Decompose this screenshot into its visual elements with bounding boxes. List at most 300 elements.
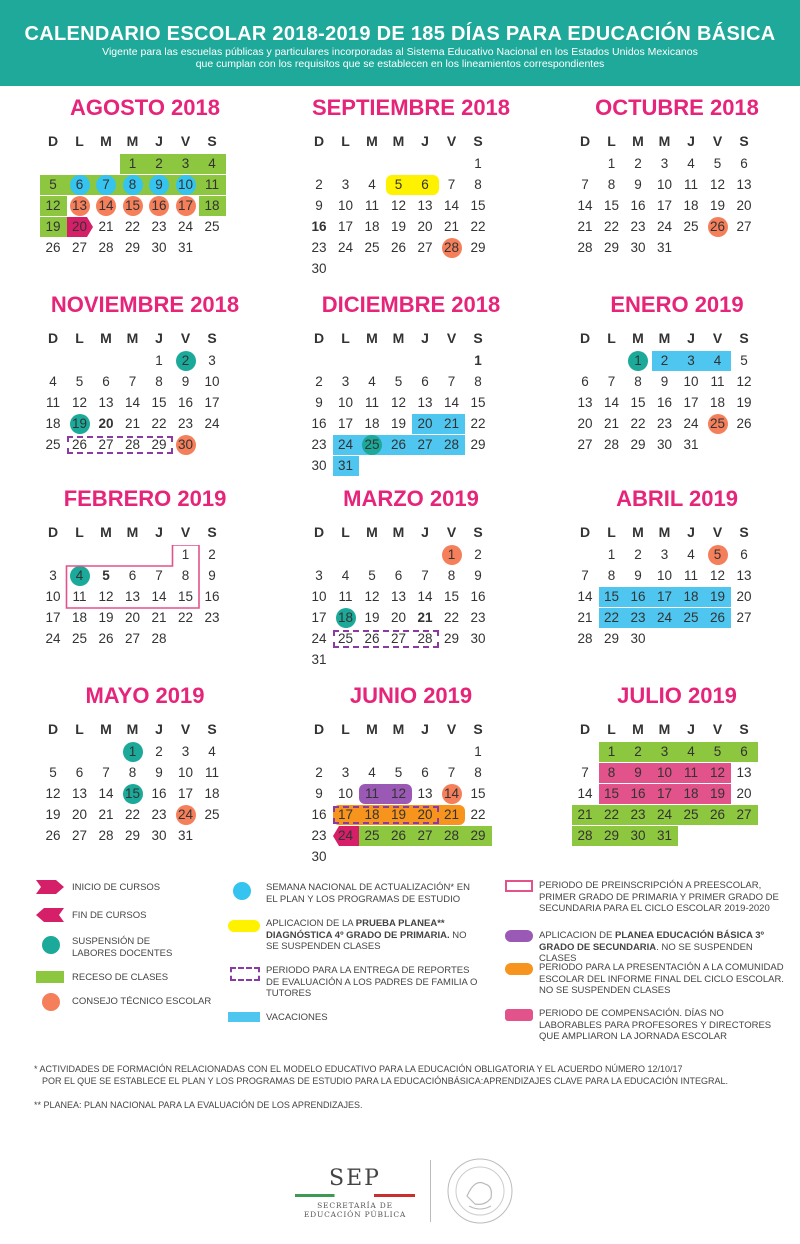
calendar-day: 23 [151, 219, 167, 234]
calendar-day: 10 [45, 589, 61, 604]
calendar-day: 6 [740, 156, 748, 171]
calendar-day: 1 [474, 353, 482, 368]
calendar-day: 30 [470, 631, 486, 646]
calendar-day: 4 [687, 156, 695, 171]
calendar-day: 29 [603, 828, 620, 843]
calendar-day: 28 [443, 828, 460, 843]
calendar-day: 14 [98, 786, 114, 801]
weekday-header: S [473, 524, 483, 540]
calendar-day: 7 [155, 568, 163, 583]
weekday-header: M [392, 133, 405, 149]
calendar-day: 8 [474, 374, 482, 389]
weekday-header: L [75, 330, 84, 346]
calendar-day: 15 [443, 589, 460, 604]
weekday-header: S [739, 524, 749, 540]
weekday-header: M [126, 133, 139, 149]
weekday-header: M [100, 330, 112, 346]
semana-circle-icon [233, 882, 251, 900]
calendar-day: 15 [470, 198, 486, 213]
month-title: DICIEMBRE 2018 [321, 292, 501, 317]
calendar-day: 27 [577, 437, 593, 452]
calendar-day: 26 [45, 828, 61, 843]
weekday-header: D [579, 133, 591, 149]
calendar-day: 17 [311, 610, 327, 625]
calendar-day: 31 [177, 828, 194, 843]
calendar-day: 31 [311, 652, 327, 667]
calendar-day: 31 [337, 458, 354, 473]
calendar-day: 9 [634, 177, 642, 192]
calendar-day: 30 [630, 631, 646, 646]
calendar-day: 11 [364, 198, 379, 213]
weekday-header: S [207, 133, 217, 149]
calendar-day: 19 [390, 219, 407, 234]
calendar-day: 21 [443, 416, 460, 431]
calendar-day: 12 [45, 786, 61, 801]
calendar-day: 6 [128, 568, 137, 583]
calendar-day: 18 [683, 589, 699, 604]
weekday-header: S [473, 721, 483, 737]
calendar-day: 28 [98, 828, 114, 843]
calendar-day: 20 [390, 610, 407, 625]
weekday-header: M [366, 721, 378, 737]
calendar-day: 23 [311, 240, 327, 255]
calendar-day: 6 [421, 374, 429, 389]
calendar-day: 8 [474, 765, 482, 780]
calendar-day: 3 [341, 765, 350, 780]
calendar-day: 22 [470, 219, 486, 234]
calendar-day: 21 [577, 219, 593, 234]
calendar-day: 1 [607, 156, 616, 171]
calendar-day: 6 [394, 568, 403, 583]
weekday-header: V [446, 524, 457, 540]
calendar-day: 22 [151, 416, 167, 431]
calendar-day: 11 [338, 589, 353, 604]
weekday-header: L [75, 133, 84, 149]
calendar-day: 3 [660, 547, 669, 562]
calendar-day: 24 [311, 631, 327, 646]
calendar-day: 11 [45, 395, 60, 410]
calendar-day: 13 [417, 786, 433, 801]
calendar-day: 4 [368, 177, 376, 192]
calendar-day: 26 [736, 416, 752, 431]
calendar-day: 19 [709, 198, 726, 213]
calendar-day: 13 [417, 198, 433, 213]
calendar-day: 30 [311, 849, 327, 864]
weekday-header: J [155, 133, 163, 149]
footnote-1a: * ACTIVIDADES DE FORMACIÓN RELACIONADAS CON EL MODELO EDUCATIVO PARA LA EDUCACIÓN OBLIGATORIA Y EL ACUERDO NÚMERO 12/10/17 [34, 1064, 683, 1074]
calendar-day: 16 [630, 198, 646, 213]
calendar-day: 17 [656, 198, 673, 213]
calendar-day: 21 [443, 807, 460, 822]
calendar-day: 26 [390, 240, 407, 255]
calendar-day: 27 [736, 219, 752, 234]
calendar-day: 6 [581, 374, 589, 389]
weekday-header: V [712, 524, 723, 540]
calendar-day: 15 [603, 786, 620, 801]
month-title: SEPTIEMBRE 2018 [311, 95, 511, 120]
sep-logo [290, 1166, 420, 1219]
weekday-header: M [632, 133, 644, 149]
calendar-day: 14 [443, 786, 460, 801]
calendar-day: 15 [151, 395, 167, 410]
presentacion-swatch-icon [505, 963, 533, 975]
calendar-day: 1 [474, 156, 482, 171]
calendar-day: 10 [177, 177, 194, 192]
calendar-day: 15 [630, 395, 646, 410]
calendar-day: 7 [447, 374, 456, 389]
vacaciones-swatch-icon [228, 1012, 260, 1022]
calendar-day: 20 [577, 416, 593, 431]
legend-inicio: INICIO DE CURSOS [72, 882, 161, 893]
month-0 [40, 96, 250, 286]
calendar-day: 7 [607, 374, 616, 389]
calendar-day: 8 [128, 177, 137, 192]
calendar-day: 17 [656, 786, 673, 801]
month-title: AGOSTO 2018 [70, 95, 220, 120]
calendar-day: 24 [656, 219, 673, 234]
calendar-day: 5 [713, 744, 722, 759]
weekday-header: M [658, 524, 671, 540]
calendar-day: 13 [736, 765, 752, 780]
calendar-day: 1 [155, 353, 163, 368]
calendar-day: 16 [311, 219, 327, 234]
month-5 [572, 293, 782, 483]
calendar-day: 22 [443, 610, 460, 625]
calendar-day: 30 [151, 240, 167, 255]
weekday-header: J [687, 721, 695, 737]
calendar-day: 14 [577, 589, 593, 604]
weekday-header: M [392, 524, 405, 540]
calendar-day: 5 [394, 177, 403, 192]
calendar-day: 26 [71, 437, 88, 452]
calendar-day: 15 [470, 395, 486, 410]
calendar-day: 17 [683, 395, 699, 410]
month-title: NOVIEMBRE 2018 [50, 292, 240, 317]
calendar-day: 29 [630, 437, 646, 452]
weekday-header: J [687, 133, 695, 149]
calendar-day: 18 [683, 198, 699, 213]
calendar-day: 22 [603, 807, 620, 822]
legend-fin: FIN DE CURSOS [72, 910, 147, 921]
calendar-day: 18 [204, 786, 220, 801]
weekday-header: D [579, 721, 591, 737]
weekday-header: L [75, 524, 84, 540]
calendar-day: 9 [474, 568, 482, 583]
calendar-day: 27 [71, 240, 88, 255]
weekday-header: D [47, 133, 59, 149]
calendar-day: 18 [683, 786, 699, 801]
legend-preinscripcion: PERIODO DE PREINSCRIPCIÓN A PREESCOLAR, PRIMER GRADO DE PRIMARIA Y PRIMER GRADO DE SECUNDARIA PARA EL CICLO ESCOLAR 2019-2020 [539, 880, 779, 914]
weekday-header: S [739, 330, 749, 346]
month-8 [572, 487, 782, 677]
weekday-header: D [47, 721, 59, 737]
calendar-day: 5 [713, 547, 722, 562]
calendar-day: 11 [72, 589, 87, 604]
calendar-day: 27 [71, 828, 88, 843]
reportes-dashed-box [333, 806, 439, 824]
calendar-day: 15 [124, 786, 141, 801]
month-title: JULIO 2019 [617, 683, 737, 708]
calendar-day: 11 [683, 765, 698, 780]
calendar-day: 4 [208, 156, 216, 171]
calendar-day: 12 [71, 395, 88, 410]
weekday-header: J [687, 330, 695, 346]
flag-stripe-icon [295, 1194, 415, 1197]
calendar-day: 2 [315, 177, 323, 192]
calendar-day: 17 [337, 807, 354, 822]
calendar-day: 27 [417, 240, 433, 255]
calendar-day: 1 [474, 744, 482, 759]
calendar-day: 9 [634, 568, 642, 583]
calendar-day: 23 [204, 610, 220, 625]
calendar-day: 5 [49, 765, 57, 780]
consejo-circle-icon [42, 993, 60, 1011]
calendar-day: 9 [315, 198, 323, 213]
calendar-day: 4 [687, 547, 695, 562]
calendar-day: 2 [634, 744, 642, 759]
calendar-day: 6 [740, 744, 748, 759]
calendar-day: 3 [341, 374, 350, 389]
weekday-header: S [739, 133, 749, 149]
calendar-day: 7 [102, 177, 110, 192]
calendar-day: 6 [421, 177, 429, 192]
calendar-day: 20 [71, 219, 88, 234]
calendar-day: 12 [709, 177, 726, 192]
calendar-day: 27 [124, 631, 141, 646]
weekday-header: J [687, 524, 695, 540]
weekday-header: J [421, 330, 429, 346]
calendar-day: 3 [660, 744, 669, 759]
calendar-day: 26 [390, 437, 407, 452]
weekday-header: M [100, 721, 112, 737]
calendar-day: 9 [208, 568, 216, 583]
calendar-day: 4 [49, 374, 57, 389]
calendar-day: 30 [151, 828, 167, 843]
calendar-day: 15 [177, 589, 194, 604]
calendar-day: 2 [155, 156, 163, 171]
page-title: CALENDARIO ESCOLAR 2018-2019 DE 185 DÍAS PARA EDUCACIÓN BÁSICA [24, 23, 776, 45]
calendar-day: 31 [177, 240, 194, 255]
calendar-day: 16 [151, 786, 167, 801]
calendar-day: 18 [364, 416, 380, 431]
calendar-day: 5 [49, 177, 57, 192]
calendar-day: 2 [315, 765, 323, 780]
weekday-header: J [155, 330, 163, 346]
subtitle-line-2: que cumplan con los requisitos que se establecen en los lineamientos correspondientes [195, 58, 605, 70]
month-4 [306, 293, 516, 483]
calendar-day: 16 [151, 198, 167, 213]
calendar-day: 5 [102, 568, 110, 583]
legend-compensacion: PERIODO DE COMPENSACIÓN. DÍAS NO LABORABLES PARA PROFESORES Y DIRECTORES QUE AMPLIARON LA JORNADA ESCOLAR [539, 1008, 772, 1042]
calendar-day: 5 [740, 353, 748, 368]
legend-presentacion: PERIODO PARA LA PRESENTACIÓN A LA COMUNIDAD ESCOLAR DEL INFORME FINAL DEL CICLO ESCOLAR. NO SE SUSPENDEN CLASES [539, 962, 784, 996]
calendar-day: 13 [417, 395, 433, 410]
calendar-day: 10 [656, 177, 673, 192]
header-banner [0, 0, 800, 86]
calendar-day: 9 [634, 765, 642, 780]
calendar-day: 27 [98, 437, 114, 452]
month-1 [306, 96, 516, 286]
calendar-day: 25 [683, 219, 699, 234]
calendar-day: 17 [656, 589, 673, 604]
calendar-day: 3 [49, 568, 57, 583]
legend-consejo: CONSEJO TÉCNICO ESCOLAR [72, 996, 212, 1007]
calendar-day: 29 [470, 240, 486, 255]
calendar-day: 4 [75, 568, 84, 583]
weekday-header: L [607, 721, 616, 737]
calendar-day: 4 [368, 765, 376, 780]
calendar-day: 23 [630, 807, 646, 822]
calendar-day: 28 [577, 240, 593, 255]
weekday-header: M [632, 524, 644, 540]
calendar-day: 18 [709, 395, 726, 410]
legend-planea: APLICACION DE LA PRUEBA PLANEA** DIAGNÓSTICA 4º GRADO DE PRIMARIA. NO SE SUSPENDEN CLASES [266, 918, 467, 952]
calendar-day: 23 [630, 610, 646, 625]
calendar-day: 10 [311, 589, 327, 604]
calendar-day: 21 [603, 416, 620, 431]
calendar-day: 26 [390, 828, 407, 843]
calendar-day: 27 [390, 631, 407, 646]
weekday-header: L [341, 133, 350, 149]
calendar-day: 20 [417, 219, 433, 234]
reportes-dashed-box [333, 630, 439, 648]
calendar-day: 25 [683, 807, 699, 822]
calendar-day: 14 [417, 589, 433, 604]
calendar-day: 25 [204, 219, 220, 234]
national-seal-icon [445, 1156, 515, 1226]
weekday-header: V [180, 133, 191, 149]
calendar-day: 2 [634, 156, 642, 171]
calendar-day: 13 [736, 177, 752, 192]
calendar-day: 12 [736, 374, 752, 389]
calendar-day: 11 [204, 765, 219, 780]
calendar-day: 1 [607, 744, 616, 759]
month-title: ABRIL 2019 [616, 486, 738, 511]
calendar-day: 10 [204, 374, 220, 389]
calendar-day: 23 [311, 828, 327, 843]
sep-line-2: EDUCACIÓN PÚBLICA [303, 1210, 407, 1219]
weekday-header: M [366, 133, 378, 149]
weekday-header: L [607, 133, 616, 149]
weekday-header: M [392, 330, 405, 346]
calendar-day: 1 [181, 547, 190, 562]
weekday-header: S [207, 721, 217, 737]
weekday-header: S [207, 524, 217, 540]
weekday-header: L [607, 524, 616, 540]
calendar-day: 30 [656, 437, 673, 452]
calendar-day: 10 [656, 765, 673, 780]
weekday-header: S [739, 721, 749, 737]
calendar-day: 11 [204, 177, 219, 192]
calendar-day: 8 [181, 568, 190, 583]
calendar-day: 10 [683, 374, 699, 389]
calendar-day: 25 [71, 631, 88, 646]
calendar-day: 10 [337, 198, 354, 213]
month-title: ENERO 2019 [610, 292, 744, 317]
calendar-day: 13 [736, 568, 752, 583]
weekday-header: M [658, 133, 671, 149]
calendar-day: 24 [683, 416, 699, 431]
calendar-day: 18 [45, 416, 61, 431]
planea3-swatch-icon [505, 930, 533, 942]
weekday-header: V [712, 330, 723, 346]
calendar-day: 3 [660, 156, 669, 171]
calendar-day: 26 [709, 219, 726, 234]
weekday-header: M [126, 330, 139, 346]
calendar-day: 8 [128, 765, 137, 780]
weekday-header: D [313, 133, 325, 149]
preinscripcion-outline [40, 545, 250, 665]
calendar-day: 28 [577, 631, 593, 646]
calendar-day: 26 [364, 631, 380, 646]
calendar-day: 30 [630, 828, 646, 843]
month-3 [40, 293, 250, 483]
calendar-day: 6 [75, 177, 84, 192]
legend-reportes: PERIODO PARA LA ENTREGA DE REPORTES DE EVALUACIÓN A LOS PADRES DE FAMILIA O TUTORES [266, 965, 478, 999]
calendar-day: 12 [98, 589, 114, 604]
inicio-cursos-icon [36, 880, 64, 894]
calendar-day: 12 [390, 786, 407, 801]
weekday-header: V [180, 524, 191, 540]
calendar-day: 29 [470, 828, 486, 843]
calendar-day: 10 [337, 395, 354, 410]
calendar-day: 13 [124, 589, 141, 604]
calendar-day: 8 [607, 568, 616, 583]
weekday-header: V [712, 133, 723, 149]
calendar-day: 26 [98, 631, 114, 646]
calendar-day: 8 [474, 177, 482, 192]
calendar-day: 5 [713, 156, 722, 171]
calendar-day: 25 [683, 610, 699, 625]
calendar-day: 15 [124, 198, 141, 213]
calendar-day: 22 [630, 416, 646, 431]
calendar-day: 29 [443, 631, 460, 646]
calendar-day: 12 [709, 568, 726, 583]
calendar-day: 16 [630, 786, 646, 801]
calendar-day: 19 [45, 807, 61, 822]
calendar-day: 22 [603, 219, 620, 234]
calendar-day: 14 [151, 589, 167, 604]
calendar-day: 21 [98, 219, 114, 234]
month-title: FEBRERO 2019 [63, 486, 227, 511]
weekday-header: D [313, 524, 325, 540]
calendar-day: 25 [204, 807, 220, 822]
calendar-day: 14 [577, 198, 593, 213]
calendar-day: 2 [155, 744, 163, 759]
calendar-day: 7 [447, 765, 456, 780]
calendar-day: 8 [634, 374, 642, 389]
weekday-header: V [446, 330, 457, 346]
calendar-day: 17 [337, 416, 354, 431]
calendar-day: 3 [181, 156, 190, 171]
calendar-day: 19 [98, 610, 114, 625]
calendar-day: 15 [603, 589, 620, 604]
calendar-day: 18 [71, 610, 88, 625]
calendar-day: 16 [630, 589, 646, 604]
calendar-day: 21 [124, 416, 141, 431]
calendar-day: 27 [736, 610, 752, 625]
calendar-day: 19 [709, 786, 726, 801]
calendar-day: 9 [315, 395, 323, 410]
planea-swatch-icon [228, 920, 260, 932]
calendar-day: 8 [607, 177, 616, 192]
calendar-day: 24 [177, 807, 194, 822]
calendar-day: 28 [98, 240, 114, 255]
calendar-day: 19 [390, 416, 407, 431]
calendar-day: 28 [443, 437, 460, 452]
calendar-day: 1 [128, 744, 137, 759]
calendar-day: 24 [337, 437, 354, 452]
